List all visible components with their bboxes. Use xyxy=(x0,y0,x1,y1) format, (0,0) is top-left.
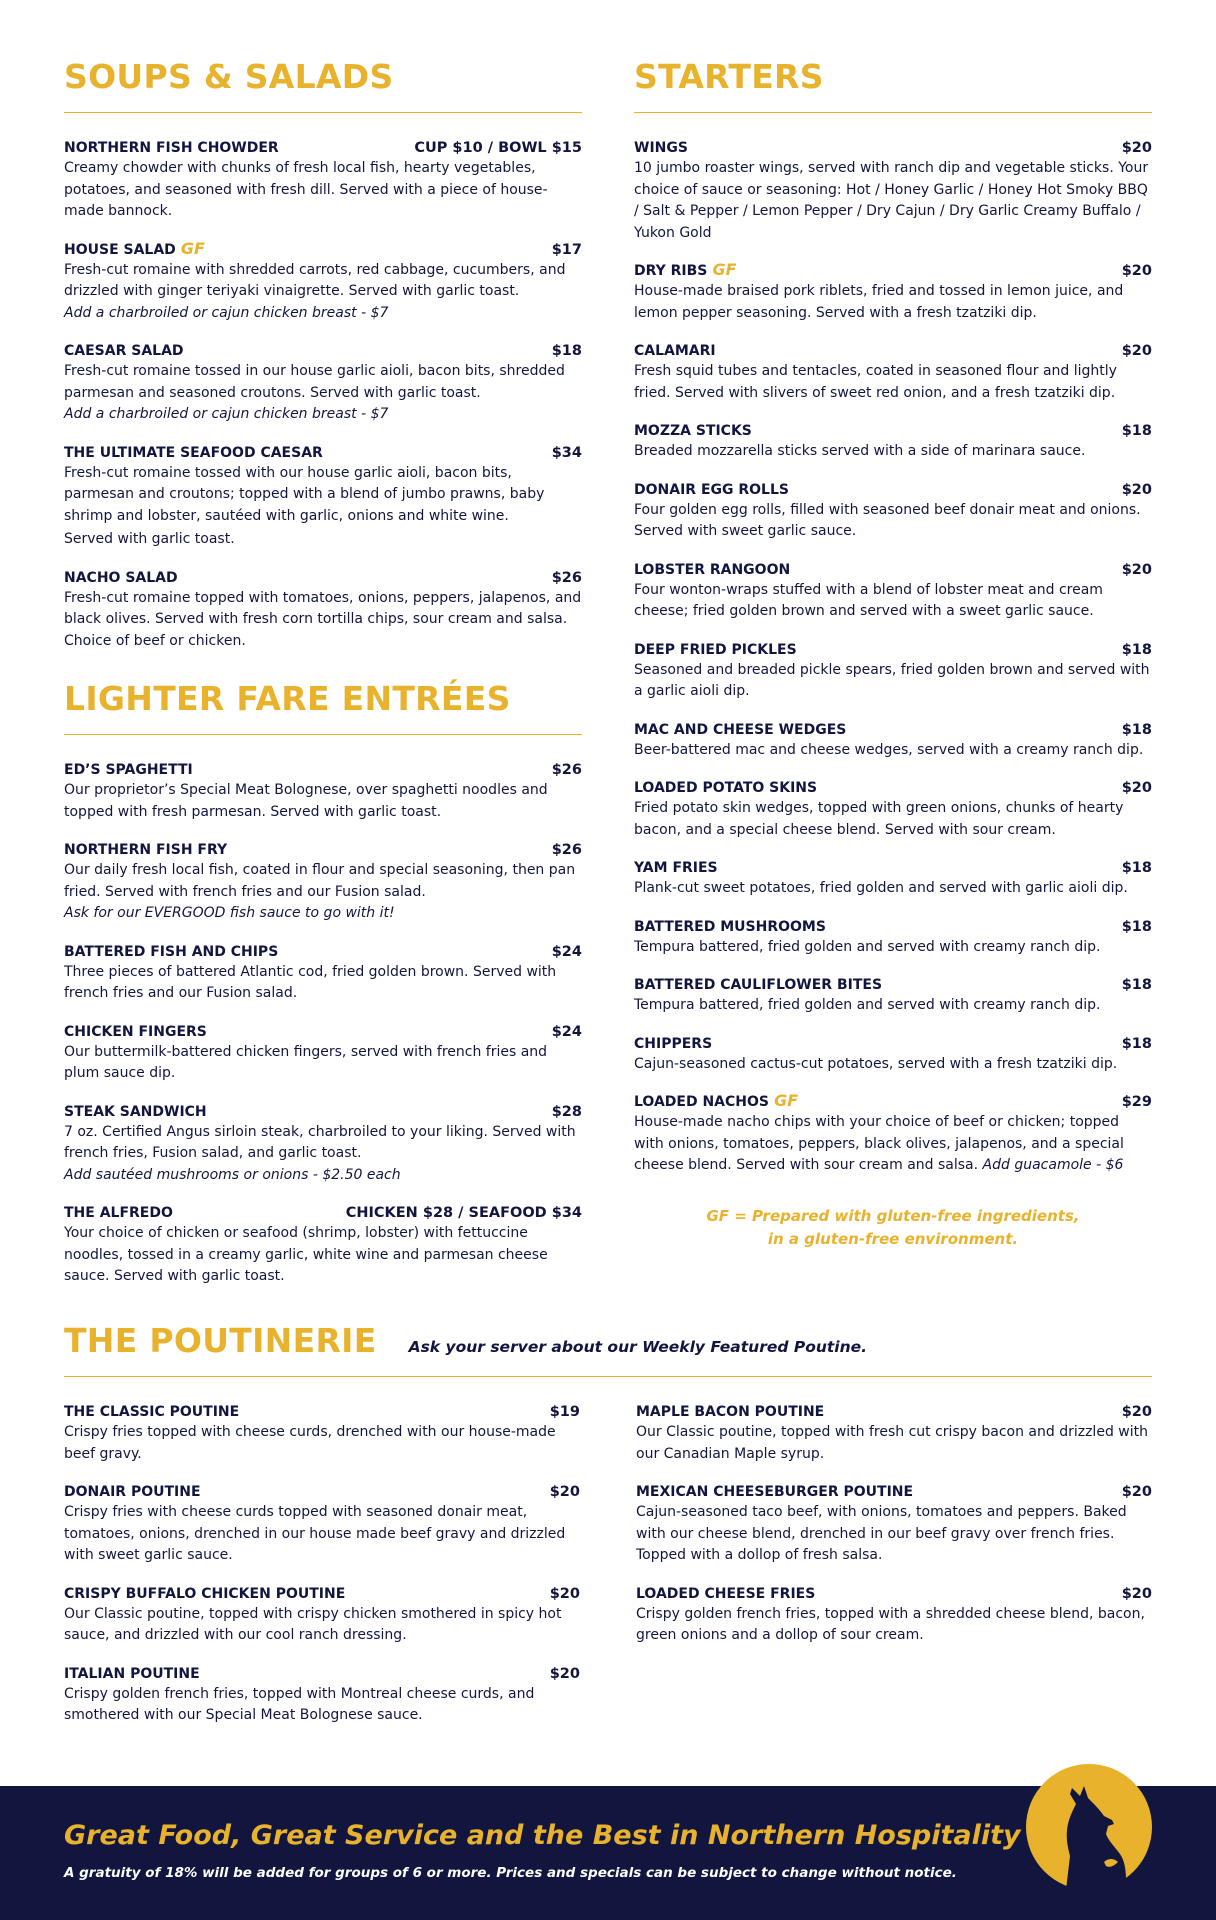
menu-item-description xyxy=(634,361,1152,404)
menu-item-header xyxy=(634,260,1152,279)
menu-item-description-text: House-made braised pork riblets, fried and tossed in lemon juice, and lemon pepper seasoning. Served with a fresh tzatziki dip. xyxy=(634,283,1124,321)
menu-item xyxy=(64,137,582,223)
soups-salads-section xyxy=(64,54,582,652)
menu-item xyxy=(634,1091,1152,1177)
menu-item-description xyxy=(64,1604,580,1647)
menu-item xyxy=(64,567,582,653)
menu-item-title xyxy=(634,479,789,498)
menu-item-price: $18 xyxy=(1121,641,1152,658)
menu-item-description xyxy=(636,1604,1152,1647)
tagline: Great Food, Great Service and the Best in Northern Hospitality xyxy=(64,1820,1021,1851)
menu-item-price: $28 xyxy=(551,1103,582,1120)
menu-item-header xyxy=(634,974,1152,993)
menu-item-name: LOADED POTATO SKINS xyxy=(634,780,818,796)
menu-item-description xyxy=(64,1042,582,1085)
menu-item-title xyxy=(64,1481,201,1500)
menu-item-name: DRY RIBS xyxy=(634,263,708,279)
menu-item-description xyxy=(64,962,582,1005)
menu-items xyxy=(64,1401,580,1743)
menu-item-price: $20 xyxy=(1121,1484,1152,1500)
menu-item-header xyxy=(64,137,582,156)
menu-item xyxy=(64,1583,580,1647)
menu-item-description xyxy=(634,158,1152,244)
menu-item-header xyxy=(634,137,1152,156)
starters-section xyxy=(634,54,1152,1251)
menu-item-header xyxy=(64,567,582,586)
menu-item xyxy=(64,941,582,1005)
menu-item-price: CHICKEN $28 / SEAFOOD $34 xyxy=(345,1205,582,1221)
menu-item xyxy=(64,1481,580,1567)
menu-item xyxy=(64,1401,580,1465)
menu-item-name: NORTHERN FISH CHOWDER xyxy=(64,140,279,156)
menu-item-description xyxy=(634,740,1152,762)
menu-item-header xyxy=(636,1401,1152,1420)
menu-item-description-text: Tempura battered, fried golden and served with creamy ranch dip. xyxy=(634,997,1101,1013)
menu-item xyxy=(64,1101,582,1187)
menu-item-description-text: Four wonton-wraps stuffed with a blend of lobster meat and cream cheese; fried golden brown and served with a sweet garlic sauce. xyxy=(634,581,1103,619)
menu-item-title xyxy=(64,1663,200,1682)
gluten-free-badge: GF xyxy=(774,1091,799,1110)
menu-item-note: Add sautéed mushrooms or onions - $2.50 each xyxy=(64,1166,401,1183)
menu-item-price: $19 xyxy=(549,1404,580,1420)
menu-item-description-text: Breaded mozzarella sticks served with a side of marinara sauce. xyxy=(634,443,1086,459)
menu-item-price: $17 xyxy=(551,241,582,258)
menu-item-description xyxy=(64,1422,580,1465)
menu-item-description-text: Fresh-cut romaine with shredded carrots, red cabbage, cucumbers, and drizzled with ginger teriyaki vinaigrette. Served with garlic toast. xyxy=(64,261,566,299)
menu-item-price: $18 xyxy=(551,343,582,359)
menu-item-description-text: Seasoned and breaded pickle spears, fried golden brown and served with a garlic aioli dip. xyxy=(634,661,1150,699)
menu-items xyxy=(636,1401,1152,1743)
menu-item-description xyxy=(64,260,582,303)
menu-item-description xyxy=(64,1122,582,1165)
menu-item-price: $18 xyxy=(1121,977,1152,993)
menu-item-name: STEAK SANDWICH xyxy=(64,1103,207,1120)
section-title: STARTERS xyxy=(634,54,1152,113)
menu-item-header xyxy=(64,941,582,960)
menu-item-description-text: Cajun-seasoned cactus-cut potatoes, served with a fresh tzatziki dip. xyxy=(634,1055,1118,1072)
menu-item-price: $24 xyxy=(551,943,582,960)
menu-item-header xyxy=(634,1091,1152,1110)
menu-item-header xyxy=(634,639,1152,658)
menu-item-price: $20 xyxy=(1121,263,1152,279)
menu-item xyxy=(634,916,1152,959)
poutine-columns xyxy=(64,1401,1152,1743)
menu-item-price: $20 xyxy=(549,1484,580,1500)
menu-item-name: BATTERED CAULIFLOWER BITES xyxy=(634,977,883,993)
menu-item xyxy=(64,1663,580,1727)
menu-item-name: CALAMARI xyxy=(634,343,716,359)
menu-item-description xyxy=(64,860,582,903)
menu-item-header xyxy=(634,857,1152,876)
menu-item-description-text: House-made nacho chips with your choice of beef or chicken; topped with onions, tomatoes, peppers, black olives, jalapenos, and a special cheese blend. Served with sour cream and salsa. xyxy=(634,1114,1124,1173)
menu-item-header xyxy=(64,1202,582,1221)
menu-item xyxy=(634,479,1152,543)
gf-legend-line: GF = Prepared with gluten-free ingredients, xyxy=(706,1206,1080,1225)
menu-item-description xyxy=(634,1054,1152,1076)
menu-item-title xyxy=(634,777,817,796)
menu-item-title xyxy=(64,1202,173,1221)
menu-item-name: ED’S SPAGHETTI xyxy=(64,762,193,778)
section-title: LIGHTER FARE ENTRÉES xyxy=(64,676,582,735)
menu-item xyxy=(636,1481,1152,1567)
menu-item-description-text: Our proprietor’s Special Meat Bolognese, over spaghetti noodles and topped with fresh parmesan. Served with garlic toast. xyxy=(64,782,548,820)
menu-item-description-text: Our buttermilk-battered chicken fingers, served with french fries and plum sauce dip. xyxy=(64,1043,548,1081)
footer-banner xyxy=(0,1786,1216,1920)
menu-item xyxy=(634,559,1152,623)
menu-item-note: Add guacamole - $6 xyxy=(982,1157,1124,1173)
poutinerie-header xyxy=(64,1318,1152,1377)
menu-item-title xyxy=(634,260,737,279)
menu-item-title xyxy=(64,442,323,461)
section-title: SOUPS & SALADS xyxy=(64,54,582,113)
menu-item-description-text: 10 jumbo roaster wings, served with ranch dip and vegetable sticks. Your choice of sauce or seasoning: Hot / Honey Garlic / Honey Hot Smoky BBQ / Salt & Pepper / Lemon Pepper / Dry Cajun / Dry Garlic Creamy Buffalo / Yukon Gold xyxy=(634,160,1149,241)
menu-item-name: BATTERED MUSHROOMS xyxy=(634,918,826,935)
menu-item-description-text: Beer-battered mac and cheese wedges, served with a creamy ranch dip. xyxy=(634,741,1144,758)
menu-item-title xyxy=(634,916,826,935)
menu-item-description xyxy=(64,1684,580,1727)
menu-item-header xyxy=(636,1481,1152,1500)
menu-item-description xyxy=(634,937,1152,959)
poutinerie-section xyxy=(64,1318,1152,1743)
menu-item-name: WINGS xyxy=(634,140,688,156)
menu-item-description-text: Our Classic poutine, topped with fresh cut crispy bacon and drizzled with our Canadian Maple syrup. xyxy=(636,1424,1148,1462)
menu-item-title xyxy=(634,340,716,359)
menu-item-title xyxy=(64,941,278,960)
menu-item-header xyxy=(636,1583,1152,1602)
menu-item-header xyxy=(64,239,582,258)
menu-item-note: Ask for our EVERGOOD fish sauce to go with it! xyxy=(64,905,395,921)
menu-item-header xyxy=(634,479,1152,498)
menu-item-description xyxy=(634,441,1152,463)
menu-item-header xyxy=(64,1583,580,1602)
menu-item xyxy=(64,239,582,325)
menu-item-title xyxy=(64,1101,207,1120)
menu-item-title xyxy=(636,1401,824,1420)
menu-item-title xyxy=(64,839,227,858)
menu-item-name: MAC AND CHEESE WEDGES xyxy=(634,721,847,738)
menu-item-title xyxy=(634,719,846,738)
menu-item xyxy=(64,442,582,551)
menu-items xyxy=(64,759,582,1288)
menu-item-description-text: Cajun-seasoned taco beef, with onions, tomatoes and peppers. Baked with our cheese blend, drenched in our beef gravy over french fries. Topped with a dollop of fresh salsa. xyxy=(636,1504,1127,1563)
menu-item-name: HOUSE SALAD xyxy=(64,241,176,258)
menu-item-header xyxy=(64,1663,580,1682)
menu-item xyxy=(64,839,582,925)
menu-item-description xyxy=(64,361,582,404)
menu-item-title xyxy=(634,559,790,578)
menu-item-title xyxy=(64,239,205,258)
menu-item-description-text: Crispy golden french fries, topped with a shredded cheese blend, bacon, green onions and a dollop of sour cream. xyxy=(636,1605,1145,1643)
menu-item xyxy=(634,857,1152,900)
menu-item-header xyxy=(634,719,1152,738)
menu-item-note: Add a charbroiled or cajun chicken breast - $7 xyxy=(64,406,389,422)
menu-item xyxy=(634,719,1152,762)
menu-item-price: $20 xyxy=(1121,481,1152,498)
menu-item xyxy=(634,639,1152,703)
menu-item-description-text: Creamy chowder with chunks of fresh local fish, hearty vegetables, potatoes, and seasoned with fresh dill. Served with a piece of house-made bannock. xyxy=(64,160,548,219)
menu-item-price: $34 xyxy=(551,444,582,461)
menu-item-name: THE ALFREDO xyxy=(64,1205,173,1221)
menu-item-price: $20 xyxy=(549,1585,580,1602)
menu-item-price: $20 xyxy=(1121,140,1152,156)
menu-item-title xyxy=(634,639,797,658)
menu-item-description-text: Tempura battered, fried golden and served with creamy ranch dip. xyxy=(634,938,1101,955)
menu-item-header xyxy=(64,1481,580,1500)
menu-item-name: LOBSTER RANGOON xyxy=(634,561,791,578)
menu-item-description xyxy=(634,798,1152,841)
menu-item-title xyxy=(64,1401,239,1420)
menu-item-name: DONAIR EGG ROLLS xyxy=(634,481,789,498)
menu-item-name: DONAIR POUTINE xyxy=(64,1484,201,1500)
menu-item-price: $20 xyxy=(1121,1585,1152,1602)
menu-item-price: $20 xyxy=(1121,343,1152,359)
menu-item-header xyxy=(634,916,1152,935)
menu-item-header xyxy=(634,777,1152,796)
menu-item-description-text: Fresh-cut romaine topped with tomatoes, onions, peppers, jalapenos, and black olives. Served with fresh corn tortilla chips, sour cream and salsa. Choice of beef or chicken. xyxy=(64,589,582,649)
menu-item xyxy=(634,340,1152,404)
menu-item xyxy=(634,260,1152,324)
menu-item-price: $20 xyxy=(1121,561,1152,578)
menu-item-price: $26 xyxy=(551,842,582,858)
menu-item-description xyxy=(634,500,1152,543)
menu-item-title xyxy=(64,759,193,778)
menu-item-description xyxy=(634,1112,1152,1177)
menu-item xyxy=(64,1202,582,1288)
menu-item-title xyxy=(64,340,184,359)
menu-item xyxy=(636,1401,1152,1465)
gf-legend xyxy=(634,1205,1152,1251)
menu-item-price: CUP $10 / BOWL $15 xyxy=(414,140,582,156)
section-title: THE POUTINERIE xyxy=(64,1321,377,1360)
menu-item-description xyxy=(64,1502,580,1567)
menu-item-description-text: Plank-cut sweet potatoes, fried golden and served with garlic aioli dip. xyxy=(634,880,1128,896)
menu-item-name: NACHO SALAD xyxy=(64,569,178,586)
menu-item xyxy=(634,137,1152,244)
menu-item xyxy=(634,1033,1152,1076)
menu-item-header xyxy=(634,420,1152,439)
menu-item-description xyxy=(64,1223,582,1288)
menu-item-description-text: Four golden egg rolls, filled with seasoned beef donair meat and onions. Served with sweet garlic sauce. xyxy=(634,501,1141,539)
menu-item-price: $18 xyxy=(1121,860,1152,876)
menu-item-title xyxy=(64,1021,207,1040)
menu-item-header xyxy=(634,1033,1152,1052)
menu-item-name: THE CLASSIC POUTINE xyxy=(64,1404,240,1420)
menu-item-price: $18 xyxy=(1121,1035,1152,1052)
menu-item-name: CRISPY BUFFALO CHICKEN POUTINE xyxy=(64,1585,346,1602)
left-column xyxy=(64,54,582,1304)
menu-item-description-text: Crispy fries with cheese curds topped with seasoned donair meat, tomatoes, onions, drenched in our house made beef gravy and drizzled with sweet garlic sauce. xyxy=(64,1504,566,1563)
menu-item-header xyxy=(64,442,582,461)
menu-item-price: $18 xyxy=(1121,423,1152,439)
menu-item-name: ITALIAN POUTINE xyxy=(64,1665,200,1682)
menu-item-description xyxy=(634,660,1152,703)
menu-item-name: CHICKEN FINGERS xyxy=(64,1023,207,1040)
menu-item-title xyxy=(64,1583,345,1602)
menu-item-description-text: Crispy fries topped with cheese curds, drenched with our house-made beef gravy. xyxy=(64,1424,556,1462)
menu-item-description-text: Crispy golden french fries, topped with Montreal cheese curds, and smothered with our Special Meat Bolognese sauce. xyxy=(64,1685,535,1723)
menu-item-description xyxy=(634,878,1152,900)
menu-item-description-text: Fresh squid tubes and tentacles, coated in seasoned flour and lightly fried. Served with slivers of sweet red onion, and a fresh tzatziki dip. xyxy=(634,363,1117,401)
menu-item-description xyxy=(634,281,1152,324)
menu-item-header xyxy=(634,559,1152,578)
lighter-fare-section xyxy=(64,676,582,1288)
weekly-feature-note: Ask your server about our Weekly Featured Poutine. xyxy=(408,1338,868,1356)
menu-item-price: $29 xyxy=(1121,1094,1152,1110)
menu-item-name: MAPLE BACON POUTINE xyxy=(636,1404,825,1420)
menu-item-description-text: 7 oz. Certified Angus sirloin steak, charbroiled to your liking. Served with french fries, Fusion salad, and garlic toast. xyxy=(64,1123,576,1161)
gf-legend-line: in a gluten-free environment. xyxy=(767,1229,1019,1248)
menu-item-title xyxy=(64,137,279,156)
menu-item-name: CAESAR SALAD xyxy=(64,343,184,359)
menu-item-name: MOZZA STICKS xyxy=(634,423,752,439)
menu-item xyxy=(634,420,1152,463)
menu-item-description xyxy=(636,1502,1152,1567)
menu-item-price: $26 xyxy=(551,569,582,586)
menu-item-price: $18 xyxy=(1121,721,1152,738)
gluten-free-badge: GF xyxy=(180,238,205,258)
menu-item-title xyxy=(634,137,688,156)
menu-item-title xyxy=(634,857,718,876)
menu-item-name: DEEP FRIED PICKLES xyxy=(634,641,797,658)
menu-item xyxy=(634,974,1152,1017)
gluten-free-badge: GF xyxy=(712,260,737,279)
menu-item-name: THE ULTIMATE SEAFOOD CAESAR xyxy=(64,444,323,461)
menu-item-title xyxy=(636,1583,815,1602)
menu-item xyxy=(64,759,582,823)
menu-item-price: $18 xyxy=(1121,918,1152,935)
gratuity-notice: A gratuity of 18% will be added for groups of 6 or more. Prices and specials can be subject to change without notice. xyxy=(64,1865,957,1881)
menu-item-description xyxy=(636,1422,1152,1465)
menu-item-description-text: Our Classic poutine, topped with crispy chicken smothered in spicy hot sauce, and drizzled with our cool ranch dressing. xyxy=(64,1605,562,1643)
menu-item-header xyxy=(634,340,1152,359)
menu-item-description xyxy=(64,780,582,823)
menu-item-description-extra: Served with garlic toast. xyxy=(64,531,235,547)
menu-item-note: Add a charbroiled or cajun chicken breast - $7 xyxy=(64,304,389,321)
menu-item-header xyxy=(64,759,582,778)
menu-item xyxy=(634,777,1152,841)
menu-item-description-text: Fresh-cut romaine tossed in our house garlic aioli, bacon bits, shredded parmesan and seasoned croutons. Served with garlic toast. xyxy=(64,363,565,401)
menu-item-price: $20 xyxy=(1121,1404,1152,1420)
menu-item xyxy=(64,1021,582,1085)
menu-item-description-text: Three pieces of battered Atlantic cod, fried golden brown. Served with french fries and our Fusion salad. xyxy=(64,963,557,1001)
menu-item-price: $20 xyxy=(549,1665,580,1682)
menu-item-title xyxy=(634,420,752,439)
menu-item-price: $20 xyxy=(1121,780,1152,796)
menu-item-name: LOADED NACHOS xyxy=(634,1094,769,1110)
menu-item-description xyxy=(64,158,582,223)
menu-item-description-text: Fried potato skin wedges, topped with green onions, chunks of hearty bacon, and a special cheese blend. Served with sour cream. xyxy=(634,800,1124,838)
menu-item-title xyxy=(634,974,882,993)
menu-item-name: LOADED CHEESE FRIES xyxy=(636,1585,816,1602)
menu-item-name: BATTERED FISH AND CHIPS xyxy=(64,943,279,960)
menu-item-title xyxy=(64,567,178,586)
menu-item-header xyxy=(64,1021,582,1040)
menu-item-header xyxy=(64,1101,582,1120)
howling-wolf-logo-icon xyxy=(1026,1764,1152,1890)
menu-item-header xyxy=(64,839,582,858)
menu-item-description-text: Fresh-cut romaine tossed with our house garlic aioli, bacon bits, parmesan and croutons; topped with a blend of jumbo prawns, baby shrimp and lobster, sautéed with garlic, onions and white wine. xyxy=(64,464,545,524)
menu-item-description-text: Your choice of chicken or seafood (shrimp, lobster) with fettuccine noodles, tossed in a creamy garlic, white wine and parmesan cheese sauce. Served with garlic toast. xyxy=(64,1225,548,1284)
menu-item-title xyxy=(634,1033,712,1052)
menu-item xyxy=(64,340,582,426)
menu-item-description xyxy=(64,588,582,653)
menu-item-description xyxy=(634,580,1152,623)
menu-item-header xyxy=(64,1401,580,1420)
menu-item-price: $24 xyxy=(551,1023,582,1040)
menu-item-name: MEXICAN CHEESEBURGER POUTINE xyxy=(636,1484,914,1500)
menu-item xyxy=(636,1583,1152,1647)
menu-item-description xyxy=(634,995,1152,1017)
right-column xyxy=(634,54,1152,1251)
menu-item-name: YAM FRIES xyxy=(634,860,718,876)
menu-item-title xyxy=(634,1091,798,1110)
menu-item-description-text: Our daily fresh local fish, coated in flour and special seasoning, then pan fried. Served with french fries and our Fusion salad. xyxy=(64,862,576,900)
menu-item-name: CHIPPERS xyxy=(634,1035,713,1052)
menu-item-header xyxy=(64,340,582,359)
menu-items xyxy=(64,137,582,652)
menu-item-title xyxy=(636,1481,913,1500)
menu-items xyxy=(634,137,1152,1177)
menu-item-name: NORTHERN FISH FRY xyxy=(64,842,228,858)
menu-item-price: $26 xyxy=(551,762,582,778)
menu-item-description xyxy=(64,463,582,528)
